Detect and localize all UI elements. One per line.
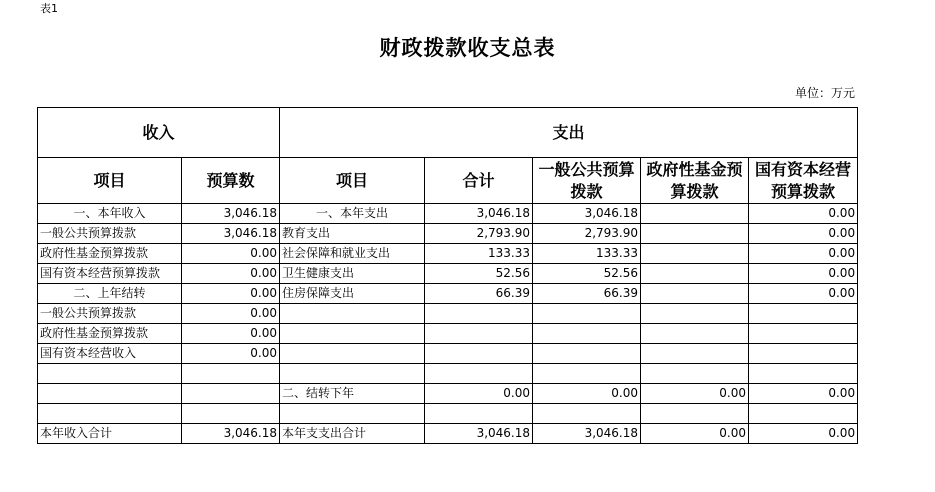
gov-fund-cell — [641, 244, 749, 264]
expense-item-cell — [280, 324, 425, 344]
expense-item-cell: 一、本年支出 — [280, 204, 425, 224]
column-header-row — [38, 158, 858, 204]
general-cell: 3,046.18 — [533, 204, 641, 224]
expense-item-cell: 卫生健康支出 — [280, 264, 425, 284]
total-cell: 3,046.18 — [425, 204, 533, 224]
state-capital-cell — [749, 364, 858, 384]
table-row — [38, 204, 858, 224]
income-budget-cell — [182, 384, 280, 404]
table-row — [38, 424, 858, 444]
expense-item-cell: 本年支支出合计 — [280, 424, 425, 444]
general-cell: 133.33 — [533, 244, 641, 264]
income-item-cell: 国有资本经营收入 — [38, 344, 182, 364]
total-cell — [425, 324, 533, 344]
total-cell — [425, 304, 533, 324]
col-total: 合计 — [425, 158, 533, 204]
income-item-cell: 政府性基金预算拨款 — [38, 244, 182, 264]
gov-fund-cell — [641, 404, 749, 424]
state-capital-cell: 0.00 — [749, 244, 858, 264]
expense-item-cell — [280, 304, 425, 324]
income-item-cell — [38, 384, 182, 404]
income-item-cell: 国有资本经营预算拨款 — [38, 264, 182, 284]
gov-fund-cell — [641, 324, 749, 344]
income-item-cell: 一般公共预算拨款 — [38, 304, 182, 324]
general-cell: 2,793.90 — [533, 224, 641, 244]
col-gov-fund: 政府性基金预算拨款 — [641, 158, 749, 204]
state-capital-cell: 0.00 — [749, 284, 858, 304]
total-cell: 3,046.18 — [425, 424, 533, 444]
col-expense-item: 项目 — [280, 158, 425, 204]
income-item-cell: 二、上年结转 — [38, 284, 182, 304]
expense-item-cell — [280, 344, 425, 364]
income-budget-cell: 0.00 — [182, 264, 280, 284]
state-capital-cell: 0.00 — [749, 264, 858, 284]
expense-item-cell: 教育支出 — [280, 224, 425, 244]
income-item-cell — [38, 404, 182, 424]
total-cell — [425, 344, 533, 364]
total-cell: 0.00 — [425, 384, 533, 404]
income-item-cell: 本年收入合计 — [38, 424, 182, 444]
general-cell — [533, 344, 641, 364]
income-item-cell: 政府性基金预算拨款 — [38, 324, 182, 344]
expense-item-cell: 住房保障支出 — [280, 284, 425, 304]
state-capital-cell — [749, 344, 858, 364]
gov-fund-cell — [641, 284, 749, 304]
table-row — [38, 384, 858, 404]
state-capital-cell: 0.00 — [749, 204, 858, 224]
table-row — [38, 304, 858, 324]
gov-fund-cell — [641, 344, 749, 364]
total-cell — [425, 404, 533, 424]
total-cell — [425, 364, 533, 384]
total-cell: 52.56 — [425, 264, 533, 284]
general-cell: 52.56 — [533, 264, 641, 284]
expense-item-cell: 二、结转下年 — [280, 384, 425, 404]
income-item-cell: 一般公共预算拨款 — [38, 224, 182, 244]
expense-item-cell — [280, 404, 425, 424]
income-group-header: 收入 — [38, 108, 280, 158]
income-budget-cell: 0.00 — [182, 244, 280, 264]
gov-fund-cell: 0.00 — [641, 424, 749, 444]
gov-fund-cell — [641, 224, 749, 244]
state-capital-cell: 0.00 — [749, 224, 858, 244]
table-number: 表1 — [40, 2, 58, 15]
state-capital-cell — [749, 304, 858, 324]
total-cell: 66.39 — [425, 284, 533, 304]
income-budget-cell: 3,046.18 — [182, 204, 280, 224]
general-cell — [533, 304, 641, 324]
table-row — [38, 344, 858, 364]
income-item-cell: 一、本年收入 — [38, 204, 182, 224]
unit-label: 单位：万元 — [794, 86, 855, 100]
col-general: 一般公共预算拨款 — [533, 158, 641, 204]
col-income-item: 项目 — [38, 158, 182, 204]
income-budget-cell — [182, 404, 280, 424]
income-budget-cell: 3,046.18 — [182, 224, 280, 244]
table-row — [38, 264, 858, 284]
page-title: 财政拨款收支总表 — [379, 36, 556, 60]
total-cell: 133.33 — [425, 244, 533, 264]
state-capital-cell — [749, 404, 858, 424]
general-cell — [533, 404, 641, 424]
gov-fund-cell: 0.00 — [641, 384, 749, 404]
table-row — [38, 404, 858, 424]
general-cell — [533, 364, 641, 384]
general-cell: 0.00 — [533, 384, 641, 404]
income-budget-cell — [182, 364, 280, 384]
income-item-cell — [38, 364, 182, 384]
general-cell — [533, 324, 641, 344]
income-budget-cell: 0.00 — [182, 324, 280, 344]
col-state-capital: 国有资本经营预算拨款 — [749, 158, 858, 204]
total-cell: 2,793.90 — [425, 224, 533, 244]
expense-item-cell: 社会保障和就业支出 — [280, 244, 425, 264]
gov-fund-cell — [641, 304, 749, 324]
gov-fund-cell — [641, 204, 749, 224]
income-budget-cell: 0.00 — [182, 344, 280, 364]
expense-group-header: 支出 — [280, 108, 858, 158]
state-capital-cell: 0.00 — [749, 384, 858, 404]
income-budget-cell: 3,046.18 — [182, 424, 280, 444]
general-cell: 3,046.18 — [533, 424, 641, 444]
gov-fund-cell — [641, 364, 749, 384]
budget-table — [37, 107, 858, 444]
state-capital-cell: 0.00 — [749, 424, 858, 444]
table-row — [38, 224, 858, 244]
table-row — [38, 364, 858, 384]
table-row — [38, 244, 858, 264]
general-cell: 66.39 — [533, 284, 641, 304]
group-header-row — [38, 108, 858, 158]
state-capital-cell — [749, 324, 858, 344]
table-row — [38, 284, 858, 304]
income-budget-cell: 0.00 — [182, 304, 280, 324]
income-budget-cell: 0.00 — [182, 284, 280, 304]
expense-item-cell — [280, 364, 425, 384]
col-income-budget: 预算数 — [182, 158, 280, 204]
table-row — [38, 324, 858, 344]
gov-fund-cell — [641, 264, 749, 284]
